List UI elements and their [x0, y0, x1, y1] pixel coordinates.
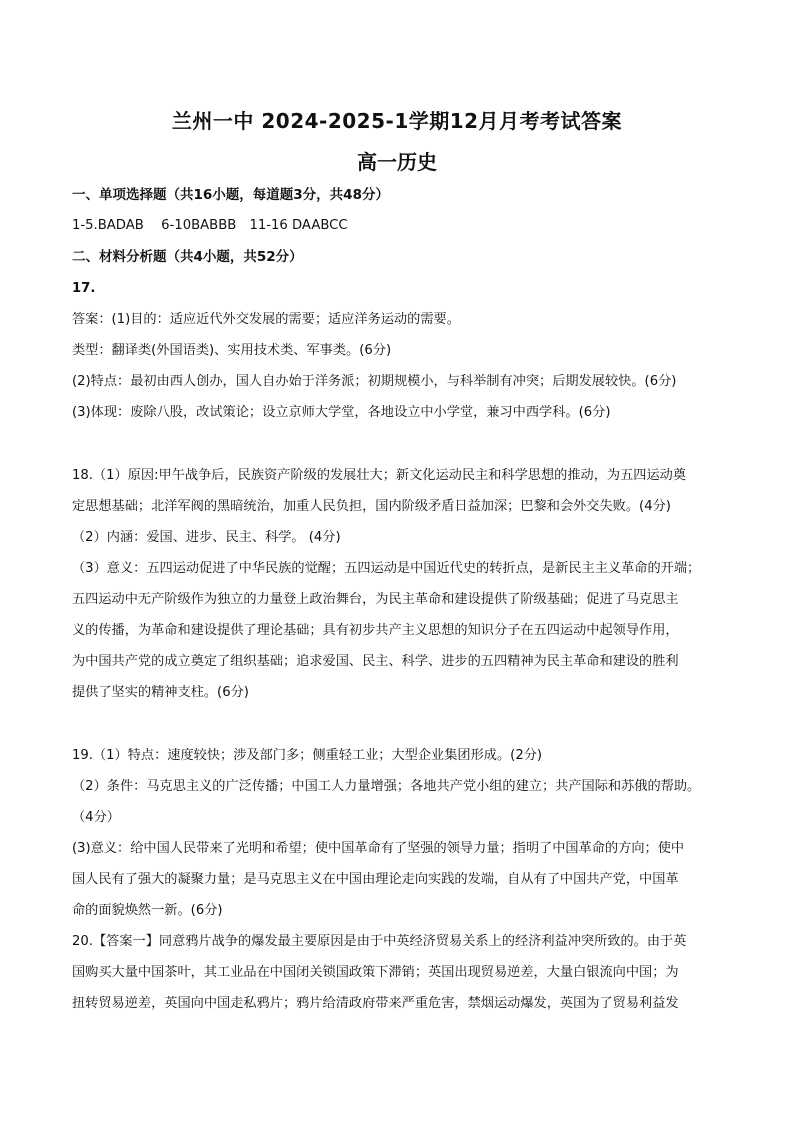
q19-line: （4分） [72, 810, 120, 825]
q18-line: 定思想基础；北洋军阀的黑暗统治，加重人民负担，国内阶级矛盾日益加深；巴黎和会外交失败。(4分) [72, 499, 671, 514]
document-subtitle: 高一历史 [357, 150, 437, 174]
q19-line: 国人民有了强大的凝聚力量；是马克思主义在中国由理论走向实践的发端，自从有了中国共产党，中国革 [72, 872, 679, 887]
q19-line: (3)意义：给中国人民带来了光明和希望；使中国革命有了坚强的领导力量；指明了中国革命的方向；使中 [72, 841, 685, 856]
q17-number: 17. [72, 281, 96, 296]
q17-line: (2)特点：最初由西人创办，国人自办始于洋务派；初期规模小，与科举制有冲突；后期发展较快。(6分) [72, 374, 677, 389]
q18-line: （3）意义：五四运动促进了中华民族的觉醒；五四运动是中国近代史的转折点，是新民主主义革命的开端； [72, 561, 701, 576]
q18-line: 义的传播，为革命和建设提供了理论基础；具有初步共产主义思想的知识分子在五四运动中起领导作用， [72, 623, 679, 638]
q19-line: 命的面貌焕然一新。(6分) [72, 903, 223, 918]
q20-line: 国购买大量中国茶叶，其工业品在中国闭关锁国政策下滞销；英国出现贸易逆差，大量白银流向中国；为 [72, 965, 679, 980]
document-title: 兰州一中 2024-2025-1学期12月月考考试答案 [171, 109, 623, 133]
q18-line: 为中国共产党的成立奠定了组织基础；追求爱国、民主、科学、进步的五四精神为民主革命和建设的胜利 [72, 654, 679, 669]
q20-line: 20.【答案一】同意鸦片战争的爆发最主要原因是由于中英经济贸易关系上的经济利益冲突所致的。由于英 [72, 934, 687, 949]
section1-heading: 一、单项选择题（共16小题，每道题3分，共48分） [72, 187, 389, 203]
q19-line: （2）条件：马克思主义的广泛传播；中国工人力量增强；各地共产党小组的建立；共产国际和苏俄的帮助。 [72, 779, 701, 794]
q18-line: （2）内涵：爱国、进步、民主、科学。 (4分) [72, 530, 341, 545]
q17-line: 类型：翻译类(外国语类)、实用技术类、军事类。(6分) [72, 343, 392, 358]
q20-line: 扭转贸易逆差，英国向中国走私鸦片；鸦片给清政府带来严重危害，禁烟运动爆发，英国为了贸易利益发 [72, 996, 679, 1011]
q17-line: 答案：(1)目的：适应近代外交发展的需要；适应洋务运动的需要。 [72, 312, 460, 327]
section2-heading: 二、材料分析题（共4小题，共52分） [72, 249, 303, 265]
q18-line: 提供了坚实的精神支柱。(6分) [72, 685, 249, 700]
q18-line: 18.（1）原因:甲午战争后，民族资产阶级的发展壮大；新文化运动民主和科学思想的推动，为五四运动奠 [72, 468, 687, 483]
section1-answers: 1-5.BADAB 6-10BABBB 11-16 DAABCC [72, 218, 348, 233]
q19-line: 19.（1）特点：速度较快；涉及部门多；侧重轻工业；大型企业集团形成。(2分) [72, 748, 543, 763]
q18-line: 五四运动中无产阶级作为独立的力量登上政治舞台，为民主革命和建设提供了阶级基础；促进了马克思主 [72, 592, 679, 607]
q17-line: (3)体现：废除八股，改试策论；设立京师大学堂，各地设立中小学堂，兼习中西学科。(6分) [72, 405, 611, 420]
